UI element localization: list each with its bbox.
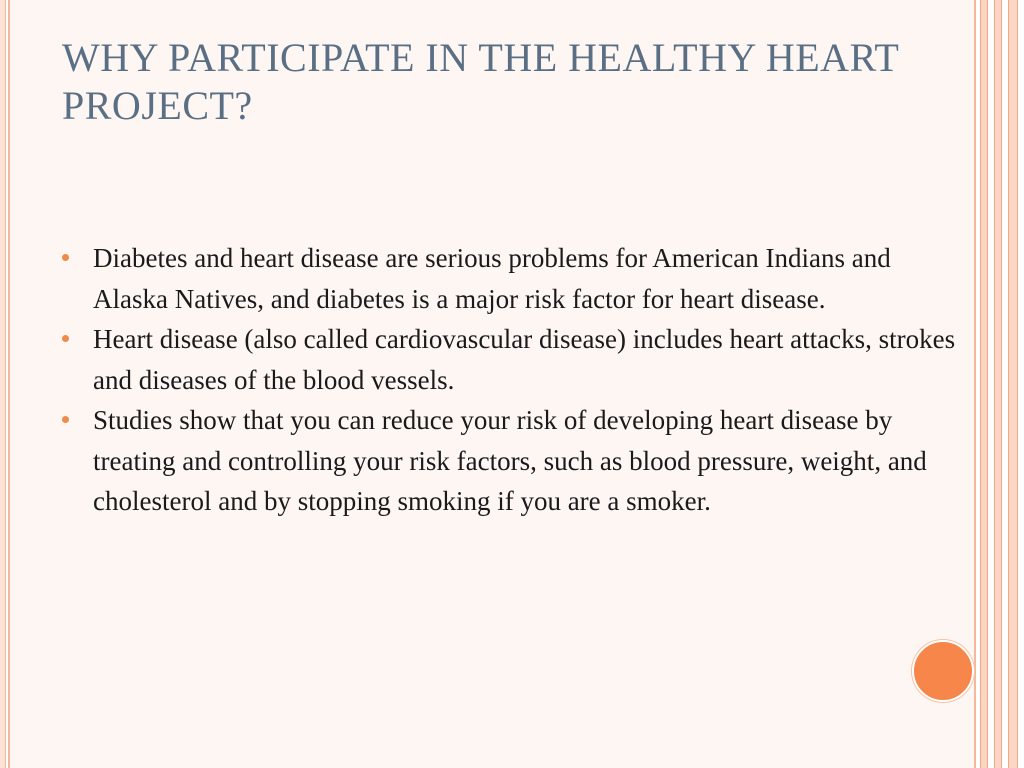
stripe-1 <box>980 0 988 768</box>
bullet-item <box>60 238 960 319</box>
bullet-text: Diabetes and heart disease are serious problems for American Indians and Alaska Natives, and diabetes is a major risk factor for heart disease. <box>93 243 891 314</box>
bullet-dot-icon <box>62 254 69 261</box>
bullet-text: Studies show that you can reduce your risk of developing heart disease by treating and controlling your risk factors, such as blood pressure, weight, and cholesterol and by stopping smoking if you are a smoker. <box>93 405 927 516</box>
bullet-item <box>60 400 960 522</box>
right-decorative-stripes <box>976 0 1024 768</box>
bullet-list <box>60 238 960 522</box>
bullet-dot-icon <box>62 335 69 342</box>
left-edge-border <box>0 0 6 768</box>
stripe-3 <box>1008 0 1018 768</box>
bullet-item <box>60 319 960 400</box>
orange-circle-icon <box>912 640 974 702</box>
stripe-2 <box>994 0 1002 768</box>
bullet-text: Heart disease (also called cardiovascular disease) includes heart attacks, strokes and diseases of the blood vessels. <box>93 324 956 395</box>
bullet-dot-icon <box>62 416 69 423</box>
slide-title: WHY PARTICIPATE IN THE HEALTHY HEART PROJECT? <box>62 35 899 128</box>
